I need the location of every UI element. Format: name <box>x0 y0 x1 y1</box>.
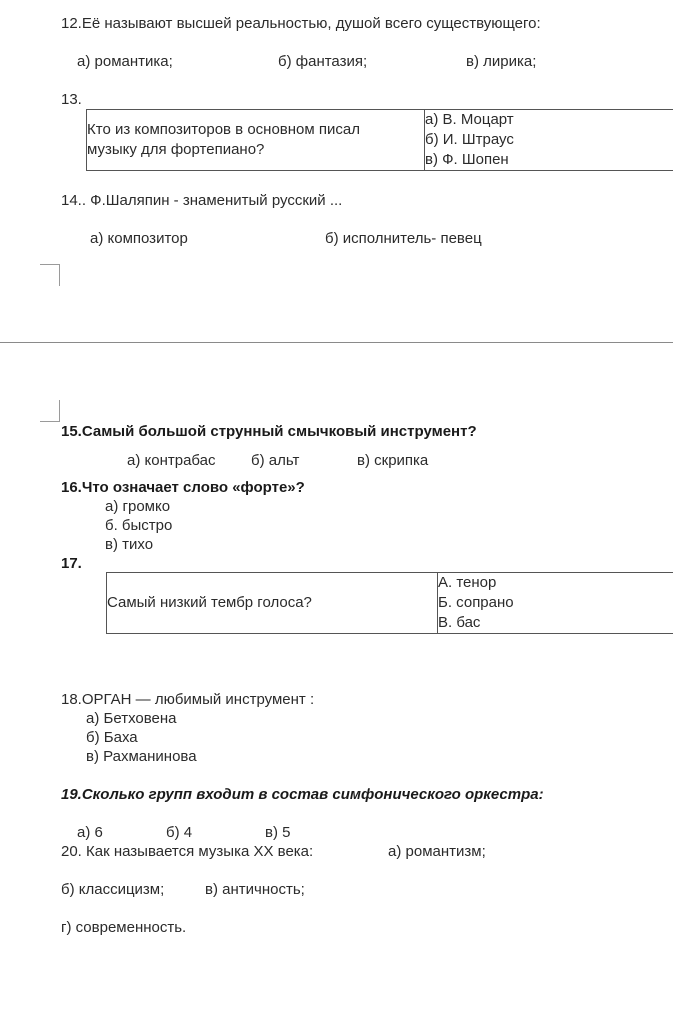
q15-option-b: б) альт <box>251 452 300 469</box>
q14-question: 14.. Ф.Шаляпин - знаменитый русский ... <box>61 192 343 209</box>
q17-number: 17. <box>61 555 82 572</box>
q14-option-b: б) исполнитель- певец <box>325 230 482 247</box>
q12-option-b: б) фантазия; <box>278 53 368 70</box>
page-corner-mark-bottom <box>40 400 60 422</box>
q13-question-cell <box>87 110 425 171</box>
q15-option-a: а) контрабас <box>127 452 216 469</box>
q19-question: 19.Сколько групп входит в состав симфонического оркестра: <box>61 786 544 803</box>
q17-option-b: Б. сопрано <box>438 594 514 611</box>
q18-option-c: в) Рахманинова <box>86 748 197 765</box>
q15-option-c: в) скрипка <box>357 452 429 469</box>
q19-option-a: а) 6 <box>77 824 103 841</box>
q20-option-c: в) античность; <box>205 881 305 898</box>
q13-table <box>86 109 673 171</box>
q17-table <box>106 572 673 634</box>
q13-question-line-1: Кто из композиторов в основном писал <box>87 121 360 138</box>
q17-option-a: А. тенор <box>438 574 497 591</box>
q13-number: 13. <box>61 91 82 108</box>
q16-question: 16.Что означает слово «форте»? <box>61 479 305 496</box>
q12-question: 12.Её называют высшей реальностью, душой всего существующего: <box>61 15 541 32</box>
q13-question-line-2: музыку для фортепиано? <box>87 141 265 158</box>
q17-question-cell <box>107 573 438 634</box>
q13-option-a: а) В. Моцарт <box>425 111 514 128</box>
q16-option-b: б. быстро <box>105 517 173 534</box>
q20-question: 20. Как называется музыка XX века: <box>61 843 314 860</box>
q15-question: 15.Самый большой струнный смычковый инструмент? <box>61 423 477 440</box>
q14-option-a: а) композитор <box>90 230 188 247</box>
q20-option-a: а) романтизм; <box>388 843 486 860</box>
q13-options-cell <box>425 110 673 171</box>
q17-options-cell <box>438 573 673 634</box>
page-break-line <box>0 342 673 343</box>
q19-option-b: б) 4 <box>166 824 193 841</box>
q18-option-a: а) Бетховена <box>86 710 177 727</box>
q18-question: 18.ОРГАН — любимый инструмент : <box>61 691 315 708</box>
q17-question: Самый низкий тембр голоса? <box>107 594 312 611</box>
q12-option-c: в) лирика; <box>466 53 537 70</box>
q17-option-c: В. бас <box>438 614 481 631</box>
q16-option-c: в) тихо <box>105 536 154 553</box>
q12-option-a: а) романтика; <box>77 53 173 70</box>
q13-option-c: в) Ф. Шопен <box>425 151 509 168</box>
q20-option-b: б) классицизм; <box>61 881 165 898</box>
q18-option-b: б) Баха <box>86 729 138 746</box>
q20-option-d: г) современность. <box>61 919 187 936</box>
q16-option-a: а) громко <box>105 498 171 515</box>
q13-option-b: б) И. Штраус <box>425 131 514 148</box>
page-corner-mark-top <box>40 264 60 286</box>
q19-option-c: в) 5 <box>265 824 291 841</box>
